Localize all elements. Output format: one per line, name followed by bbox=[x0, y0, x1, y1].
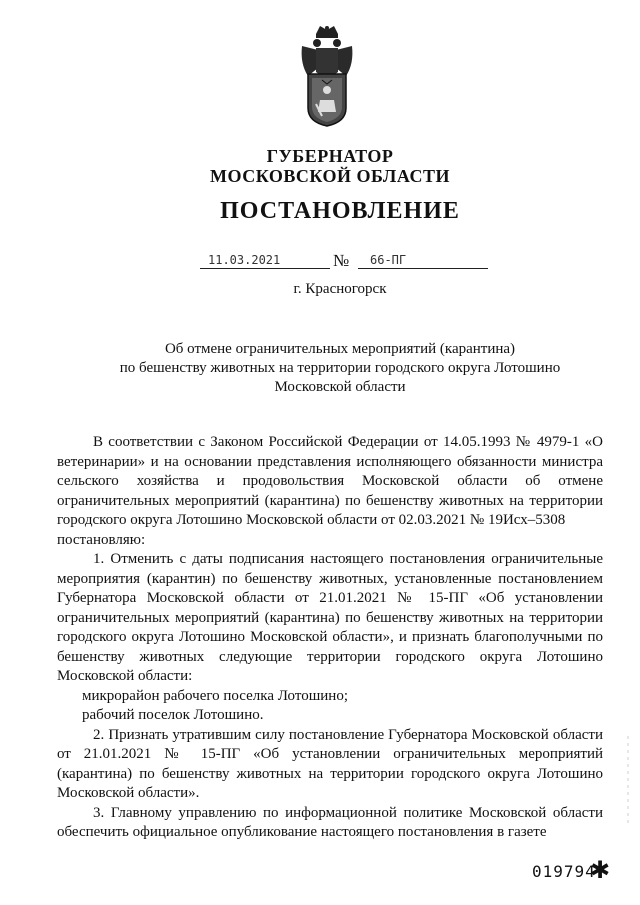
number-sign: № bbox=[333, 251, 350, 270]
document-subject bbox=[0, 340, 640, 397]
document-body bbox=[57, 433, 603, 843]
coat-of-arms-icon bbox=[298, 24, 356, 128]
item-2-paragraph: 2. Признать утратившим силу постановление Губернатора Московской области от 21.01.2021 № 15-ПГ «Об установлении ограничительных мероприятий (карантина) по бешенству животных на территории городского округа Лотошино Московской области». bbox=[57, 726, 603, 801]
document-number: 66-ПГ bbox=[370, 253, 407, 267]
serial-number: 019794 bbox=[532, 862, 596, 881]
subject-line2: по бешенству животных на территории городского округа Лотошино bbox=[119, 360, 561, 376]
number-underline bbox=[358, 268, 488, 269]
city: г. Красногорск bbox=[293, 281, 387, 297]
document-date: 11.03.2021 bbox=[208, 253, 281, 267]
authority-title-line2: МОСКОВСКОЙ ОБЛАСТИ bbox=[210, 166, 450, 186]
preamble-paragraph: В соответствии с Законом Российской Федерации от 14.05.1993 № 4979-1 «О ветеринарии» и на основании представления исполняющего обязанности министра сельского хозяйства и продовольствия Московской области об отмене ограничительных мероприятий (карантина) по бешенству животных на территории городского округа Лотошино Московской области от 02.03.2021 № 19Исх–5308 bbox=[57, 434, 603, 528]
star-mark-icon: ✱ bbox=[590, 856, 611, 884]
registration-line bbox=[0, 253, 640, 273]
margin-scan-mark bbox=[627, 736, 629, 826]
subject-line3: Московской области bbox=[274, 379, 406, 395]
date-underline bbox=[200, 268, 330, 269]
authority-title-line1: ГУБЕРНАТОР bbox=[266, 146, 394, 166]
document-type: ПОСТАНОВЛЕНИЕ bbox=[220, 198, 460, 224]
resolve-line: постановляю: bbox=[57, 531, 146, 548]
item-3-paragraph: 3. Главному управлению по информационной политике Московской области обеспечить официальное опубликование настоящего постановления в газете bbox=[57, 804, 603, 840]
subject-line1: Об отмене ограничительных мероприятий (карантина) bbox=[164, 341, 516, 357]
item-1-territory-b: рабочий поселок Лотошино. bbox=[82, 707, 264, 723]
item-1-paragraph: 1. Отменить с даты подписания настоящего постановления ограничительные мероприятия (карантин) по бешенству животных, установленные постановлением Губернатора Московской области от 21.01.2021 № 15-ПГ «Об установлении ограничительных мероприятий (карантина) по бешенству животных на территории городского округа Лотошино Московской области», и признать благополучными по бешенству животных следующие территории городского округа Лотошино Московской области: bbox=[57, 551, 603, 684]
item-1-territory-a: микрорайон рабочего поселка Лотошино; bbox=[82, 687, 348, 704]
